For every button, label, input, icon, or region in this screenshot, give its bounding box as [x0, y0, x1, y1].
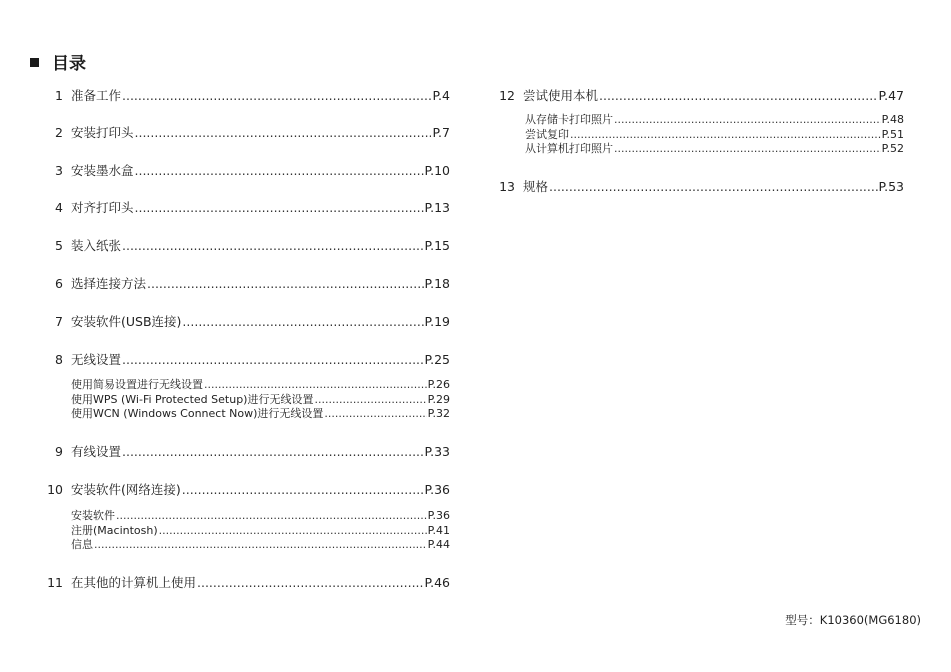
section-number: 8: [55, 352, 63, 367]
toc-subentry[interactable]: [45, 393, 450, 407]
section-number: 11: [47, 575, 63, 590]
subsection-label: 使用WCN (Windows Connect Now)进行无线设置: [71, 407, 324, 420]
subsection-label: 安装软件: [71, 509, 115, 522]
section-label: 无线设置: [71, 352, 122, 367]
page-ref: P.7: [432, 125, 450, 140]
section-number: 13: [499, 179, 515, 194]
toc-entry-11[interactable]: [45, 574, 450, 592]
section-number: 9: [55, 444, 63, 459]
toc-entry-9[interactable]: [45, 443, 450, 461]
toc-subentry[interactable]: [497, 128, 904, 142]
section-number: 1: [55, 88, 63, 103]
page-ref: P.36: [427, 509, 450, 522]
page-ref: P.53: [878, 179, 904, 194]
section-label: 规格: [523, 179, 549, 194]
dot-leader: [182, 481, 424, 499]
dot-leader: [122, 87, 431, 105]
section-label: 准备工作: [71, 88, 122, 103]
toc-entry-3[interactable]: [45, 162, 450, 180]
section-label: 在其他的计算机上使用: [71, 575, 197, 590]
section-label: 选择连接方法: [71, 276, 147, 291]
dot-leader: [314, 393, 426, 407]
dot-leader: [549, 178, 878, 196]
subsection-label: 从存储卡打印照片: [525, 113, 613, 126]
page-ref: P.52: [881, 142, 904, 155]
toc-entry-12[interactable]: [497, 87, 904, 105]
section-label: 安装打印头: [71, 125, 134, 140]
section-label: 安装墨水盒: [71, 163, 134, 178]
toc-subentry[interactable]: [45, 538, 450, 552]
page-ref: P.19: [424, 314, 450, 329]
dot-leader: [94, 538, 427, 552]
section-label: 安装软件(网络连接): [71, 482, 181, 497]
section-label: 安装软件(USB连接): [71, 314, 182, 329]
dot-leader: [135, 162, 424, 180]
page-ref: P.15: [424, 238, 450, 253]
subsection-label: 信息: [71, 538, 93, 551]
toc-entry-10[interactable]: [45, 481, 450, 499]
section-number: 10: [47, 482, 63, 497]
section-number: 3: [55, 163, 63, 178]
section-label: 有线设置: [71, 444, 122, 459]
page-ref: P.13: [424, 200, 450, 215]
dot-leader: [570, 128, 881, 142]
toc-subentry[interactable]: [497, 113, 904, 127]
section-number: 2: [55, 125, 63, 140]
page-ref: P.29: [427, 393, 450, 406]
toc-subentry[interactable]: [45, 524, 450, 538]
section-label: 尝试使用本机: [523, 88, 599, 103]
dot-leader: [614, 142, 881, 156]
dot-leader: [116, 509, 427, 523]
page-ref: P.25: [424, 352, 450, 367]
toc-entry-13[interactable]: [497, 178, 904, 196]
dot-leader: [324, 407, 426, 421]
subsection-label: 使用简易设置进行无线设置: [71, 378, 203, 391]
dot-leader: [182, 313, 423, 331]
page-ref: P.48: [881, 113, 904, 126]
subsection-label: 尝试复印: [525, 128, 569, 141]
section-label: 装入纸张: [71, 238, 122, 253]
page-ref: P.18: [424, 276, 450, 291]
dot-leader: [147, 275, 424, 293]
toc-entry-7[interactable]: [45, 313, 450, 331]
page-ref: P.51: [881, 128, 904, 141]
dot-leader: [122, 443, 424, 461]
dot-leader: [599, 87, 878, 105]
dot-leader: [197, 574, 424, 592]
toc-entry-8[interactable]: [45, 351, 450, 369]
subsection-label: 使用WPS (Wi-Fi Protected Setup)进行无线设置: [71, 393, 314, 406]
subsection-label: 从计算机打印照片: [525, 142, 613, 155]
dot-leader: [135, 124, 432, 142]
page-ref: P.46: [424, 575, 450, 590]
page-ref: P.10: [424, 163, 450, 178]
page-ref: P.26: [427, 378, 450, 391]
page-ref: P.33: [424, 444, 450, 459]
section-number: 5: [55, 238, 63, 253]
toc-entry-5[interactable]: [45, 237, 450, 255]
toc-subentry[interactable]: [45, 407, 450, 421]
page-ref: P.44: [427, 538, 450, 551]
dot-leader: [122, 351, 424, 369]
page-ref: P.47: [878, 88, 904, 103]
page-title: 目录: [52, 53, 86, 74]
section-number: 7: [55, 314, 63, 329]
toc-entry-6[interactable]: [45, 275, 450, 293]
page-ref: P.36: [424, 482, 450, 497]
page-ref: P.4: [432, 88, 450, 103]
section-number: 6: [55, 276, 63, 291]
dot-leader: [159, 524, 427, 538]
dot-leader: [204, 378, 427, 392]
toc-subentry[interactable]: [45, 378, 450, 392]
section-number: 12: [499, 88, 515, 103]
subsection-label: 注册(Macintosh): [71, 524, 158, 537]
dot-leader: [614, 113, 881, 127]
model-number: 型号：K10360(MG6180): [785, 613, 921, 627]
section-number: 4: [55, 200, 63, 215]
toc-entry-4[interactable]: [45, 199, 450, 217]
toc-subentry[interactable]: [45, 509, 450, 523]
page-ref: P.32: [427, 407, 450, 420]
section-label: 对齐打印头: [71, 200, 134, 215]
square-bullet-icon: [30, 58, 39, 67]
toc-entry-2[interactable]: [45, 124, 450, 142]
dot-leader: [135, 199, 424, 217]
toc-subentry[interactable]: [497, 142, 904, 156]
toc-entry-1[interactable]: [45, 87, 450, 105]
page-ref: P.41: [427, 524, 450, 537]
toc-heading: [30, 50, 86, 72]
dot-leader: [122, 237, 424, 255]
